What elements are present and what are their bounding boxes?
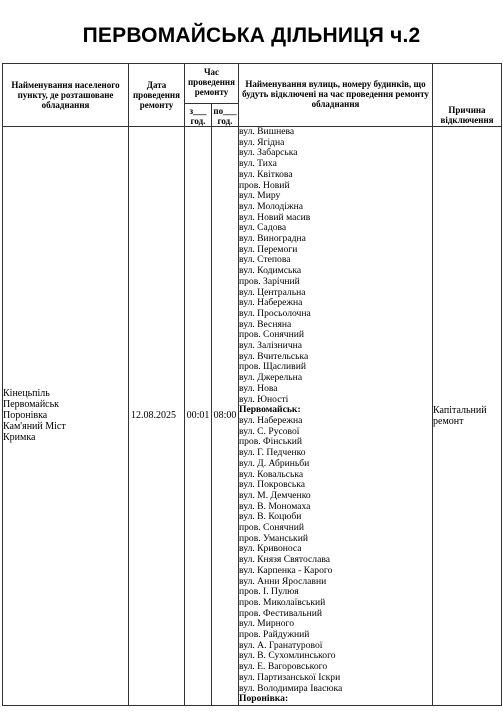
street-item: вул. Вчительська: [239, 350, 309, 362]
street-item: вул. Степова: [239, 254, 291, 266]
street-item: вул. Е. Вагоровського: [239, 661, 328, 673]
street-item: вул. Анни Ярославни: [239, 575, 327, 587]
header-settlement: Найменування населеного пункту, де розташоване обладнання: [3, 64, 129, 127]
table-row: [3, 127, 502, 706]
street-item: вул. В. Коцюби: [239, 511, 302, 523]
street-item: вул. М. Демченко: [239, 489, 311, 501]
settlement-name: Поронівка: [3, 410, 48, 422]
street-item: вул. Покровська: [239, 479, 306, 491]
header-time-to: по___ год.: [212, 104, 239, 127]
time-from-cell: 00:01: [185, 127, 212, 706]
street-item: пров. Фестивальний: [239, 607, 323, 619]
street-item: вул. В. Мономаха: [239, 500, 311, 512]
street-item: вул. Володимира Івасюка: [239, 682, 343, 694]
street-item: вул. Карпенка - Карого: [239, 564, 333, 576]
street-item: вул. Партизанської Іскри: [239, 671, 341, 683]
header-row: [3, 64, 502, 104]
streets-cell: [239, 127, 433, 706]
street-item: вул. Тиха: [239, 158, 277, 170]
street-item: пров. Райдужний: [239, 629, 310, 641]
street-item: вул. Виноградна: [239, 233, 306, 245]
street-item: вул. Садова: [239, 222, 287, 234]
header-time-from: з___ год.: [185, 104, 212, 127]
street-item: вул. Залізнична: [239, 340, 303, 352]
street-item: вул. Весняна: [239, 318, 292, 330]
street-item: вул. Центральна: [239, 286, 306, 298]
street-item: вул. Перемоги: [239, 243, 298, 255]
street-item: вул. Молодіжна: [239, 200, 303, 212]
street-item: вул. Г. Педченко: [239, 447, 306, 459]
street-item: пров. Сонячний: [239, 329, 305, 341]
header-time: Час проведення ремонту: [185, 64, 239, 104]
street-item: вул. В. Сухомлинського: [239, 650, 336, 662]
street-item: пров. І. Пулюя: [239, 586, 299, 598]
street-item: вул. Мирного: [239, 618, 295, 630]
street-item: вул. Д. Абриньби: [239, 457, 310, 469]
street-item: вул. Князя Святослава: [239, 554, 330, 566]
streets-list: [239, 127, 432, 705]
outage-schedule-table: [2, 63, 502, 706]
street-item: вул. Забарська: [239, 147, 298, 159]
time-to-cell: 08:00: [212, 127, 239, 706]
settlement-name: Кінецьпіль: [3, 388, 50, 400]
settlement-name: Кам'яний Міст: [3, 421, 66, 433]
settlements-list: [3, 388, 128, 443]
header-date: Дата проведення ремонту: [129, 64, 185, 127]
street-item: пров. Фінський: [239, 436, 302, 448]
street-item: пров. Миколаївський: [239, 596, 326, 608]
page-title: ПЕРВОМАЙСЬКА ДІЛЬНИЦЯ ч.2: [82, 24, 421, 47]
reason-cell: Капітальний ремонт: [433, 127, 502, 706]
street-item: вул. Новий масив: [239, 211, 311, 223]
settlement-name: Первомайськ: [3, 399, 60, 411]
street-item: пров. Уманський: [239, 532, 308, 544]
street-item: пров. Зарічний: [239, 275, 300, 287]
street-item: вул. А. Гранатурової: [239, 639, 323, 651]
street-item: вул. Ягідна: [239, 136, 285, 148]
street-item: вул. Квіткова: [239, 168, 293, 180]
street-item: пров. Сонячний: [239, 522, 305, 534]
street-item: вул. Ковальська: [239, 468, 304, 480]
street-item: вул. Юності: [239, 393, 289, 405]
street-item: вул. Джерельна: [239, 372, 303, 384]
street-item: пров. Новий: [239, 179, 290, 191]
street-item: вул. Кодимська: [239, 265, 302, 277]
street-item: вул. Кривоноса: [239, 543, 302, 555]
settlements-cell: [3, 127, 129, 706]
street-item: вул. Миру: [239, 190, 281, 202]
date-cell: 12.08.2025: [129, 127, 185, 706]
street-item: вул. Просьолочна: [239, 307, 311, 319]
header-reason: Причина відключення: [433, 64, 502, 127]
settlement-subheading: Поронівка:: [239, 693, 289, 705]
street-item: вул. С. Русової: [239, 425, 300, 437]
street-item: вул. Набережна: [239, 297, 303, 309]
street-item: пров. Щасливий: [239, 361, 306, 373]
street-item: вул. Вишнева: [239, 126, 295, 137]
settlement-subheading: Первомайськ:: [239, 404, 301, 416]
settlement-name: Кримка: [3, 432, 36, 444]
street-item: вул. Нова: [239, 382, 278, 394]
street-item: вул. Набережна: [239, 414, 303, 426]
header-streets: Найменування вулиць, номеру будинків, що будуть відключені на час проведення ремонту обладнання: [239, 64, 433, 127]
